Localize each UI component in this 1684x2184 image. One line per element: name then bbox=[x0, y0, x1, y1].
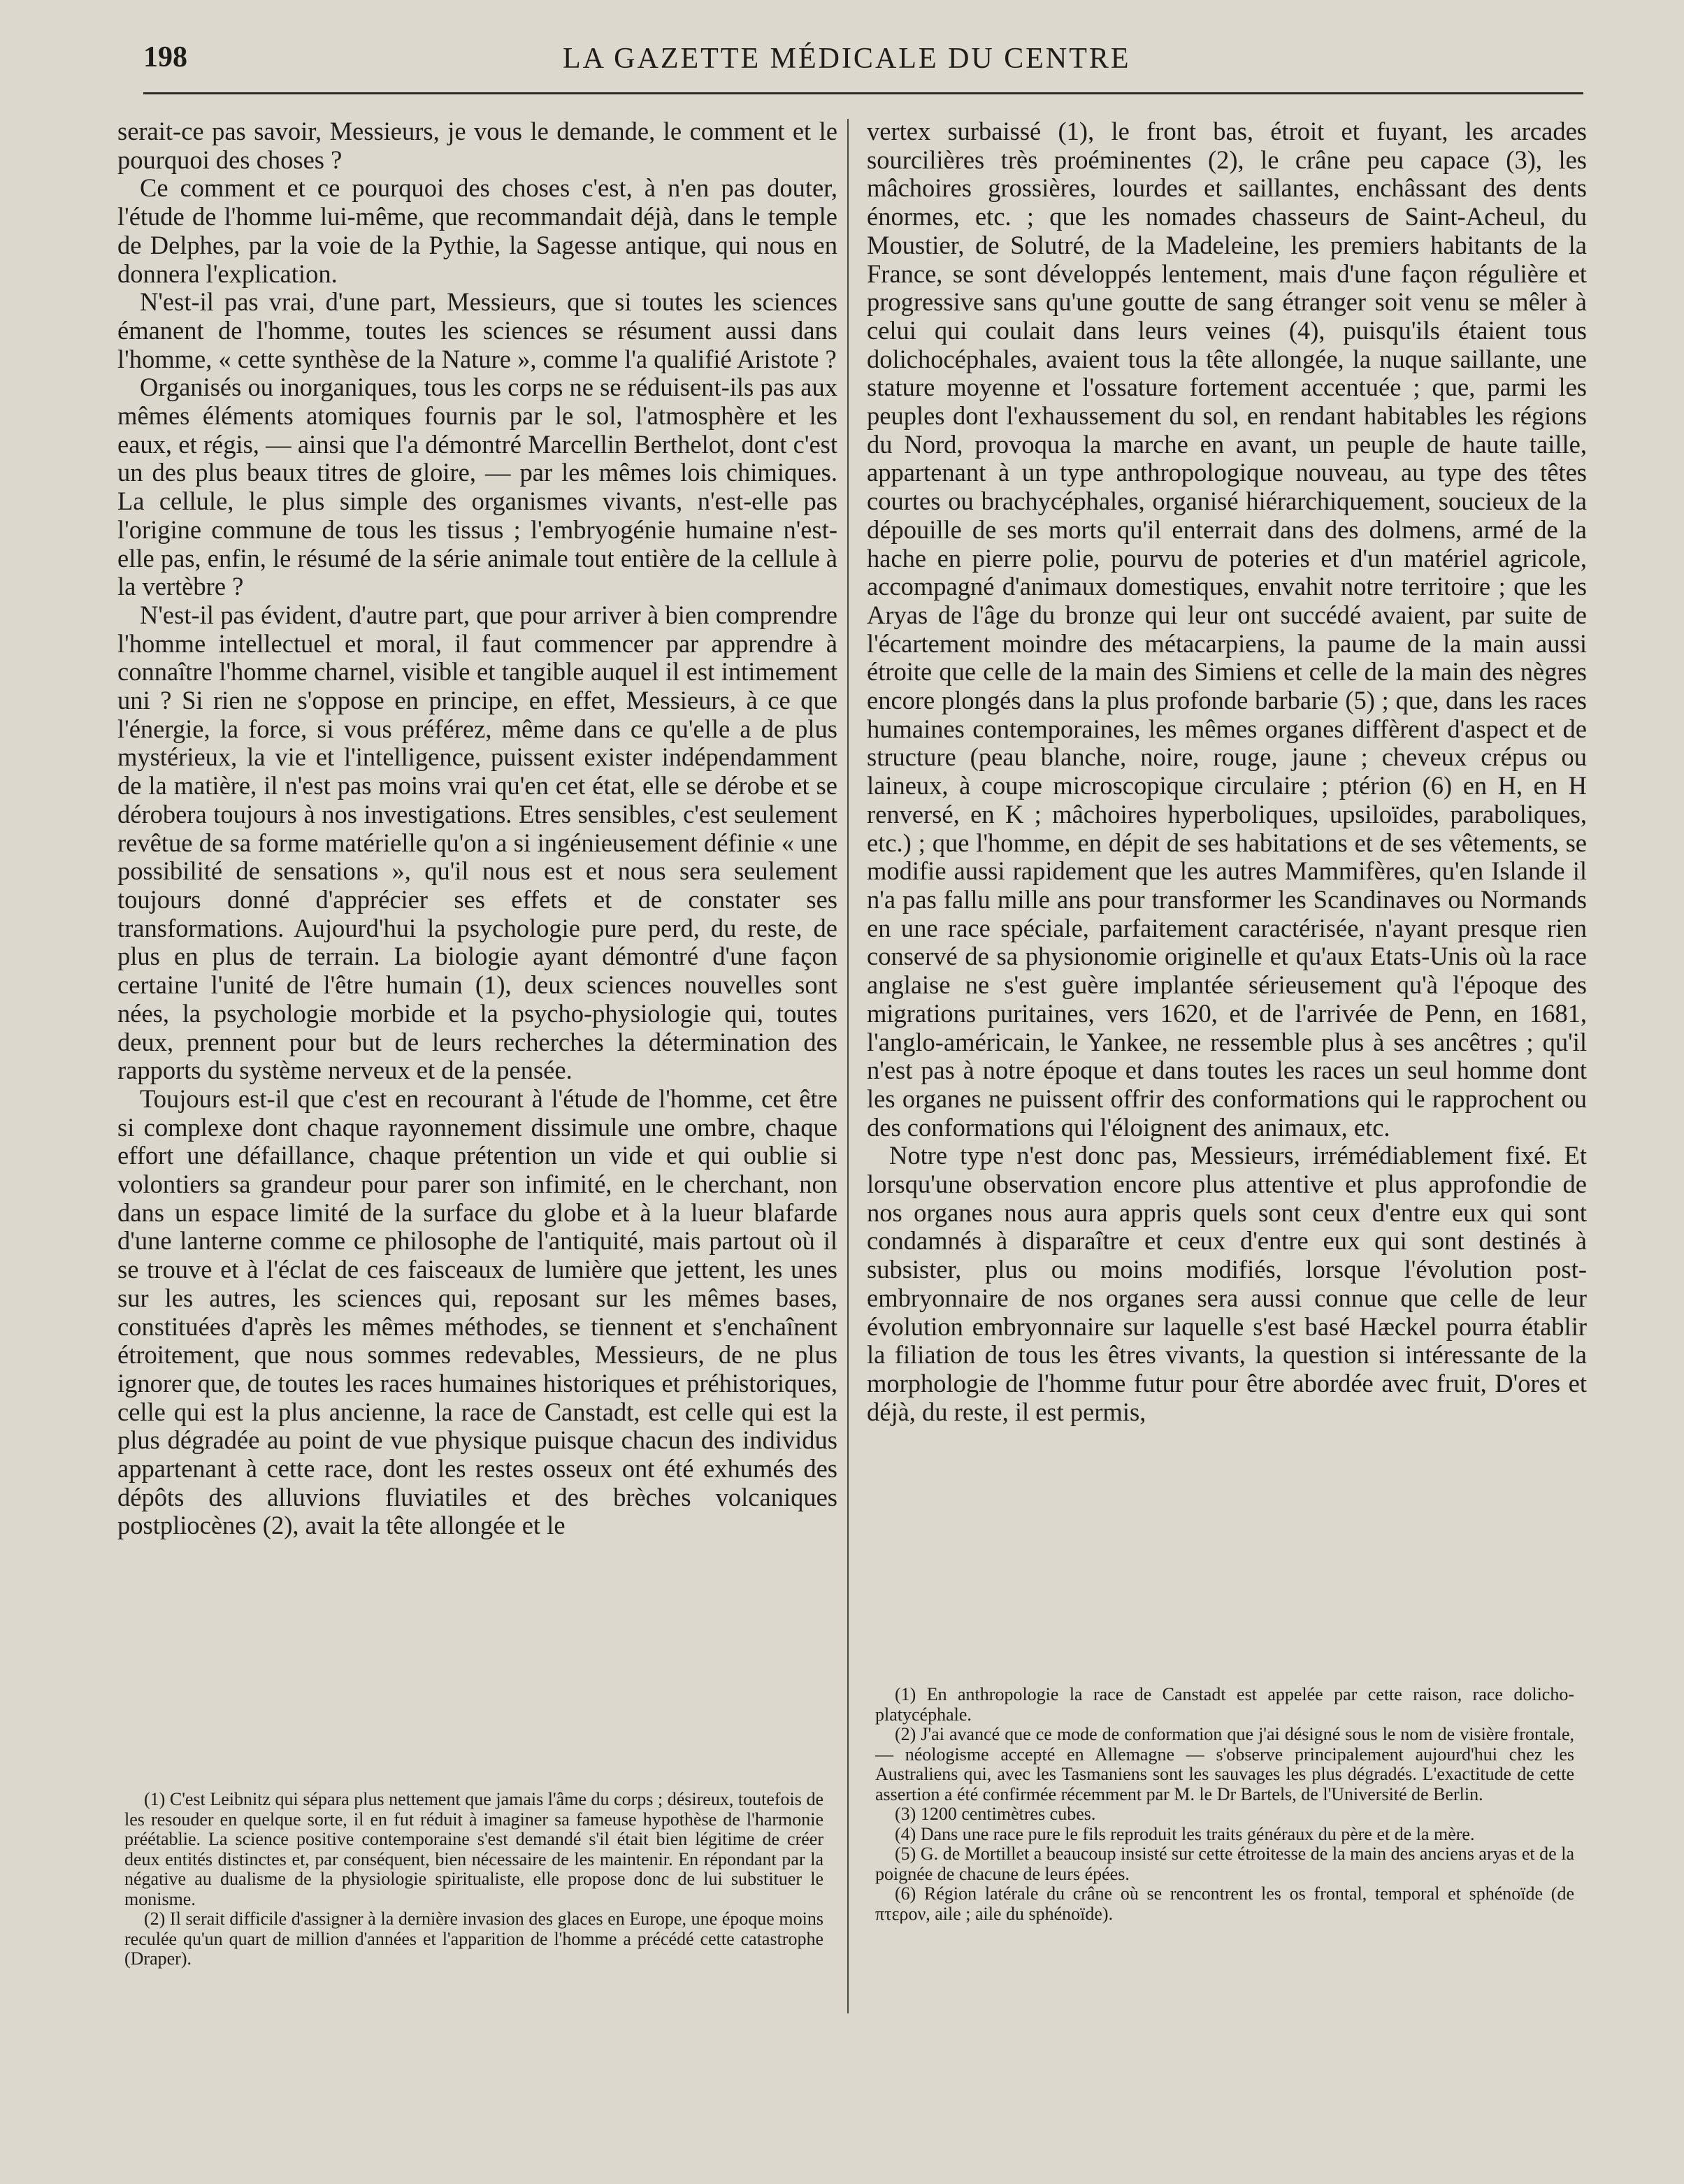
left-paragraph: serait-ce pas savoir, Messieurs, je vous le demande, le comment et le pourquoi des choses ? bbox=[117, 117, 837, 174]
footnote: (2) Il serait difficile d'assigner à la dernière invasion des glaces en Europe, une époque moins reculée qu'un quart de million d'années et l'apparition de l'homme a précédé cette catastrophe (Draper). bbox=[124, 1909, 823, 1969]
footnote: (2) J'ai avancé que ce mode de conformation que j'ai désigné sous le nom de visière frontale, — néologisme accepté en Allemagne — s'observe principalement aujourd'hui chez les Australiens qui, avec les Tasmaniens sont les sauvages les plus dégradés. L'exactitude de cette assertion a été confirmée récemment par M. le Dr Bartels, de l'Université de Berlin. bbox=[875, 1724, 1574, 1804]
left-paragraph: Ce comment et ce pourquoi des choses c'est, à n'en pas douter, l'étude de l'homme lui-même, que recommandait déjà, dans le temple de Delphes, par la voie de la Pythie, la Sagesse antique, qui nous en donnera l'explication. bbox=[117, 173, 837, 288]
footnote: (1) C'est Leibnitz qui sépara plus nettement que jamais l'âme du corps ; désireux, toutefois de les resouder en quelque sorte, il en fut réduit à imaginer sa fameuse hypothèse de l'harmonie préétablie. La science positive contemporaine s'est demandé s'il était bien légitime de créer deux entités distinctes et, par conséquent, bien nécessaire de les maintenir. En répondant par la négative au dualisme de la physiologie spiritualiste, elle propose donc de lui substituer le monisme. bbox=[124, 1789, 823, 1909]
footnote: (5) G. de Mortillet a beaucoup insisté sur cette étroitesse de la main des anciens aryas et de la poignée de chacune de leurs épées. bbox=[875, 1844, 1574, 1884]
header-rule bbox=[143, 92, 1583, 94]
footnote: (1) En anthropologie la race de Canstadt est appelée par cette raison, race dolicho-platycéphale. bbox=[875, 1684, 1574, 1725]
left-paragraph: Toujours est-il que c'est en recourant à l'étude de l'homme, cet être si complexe dont chaque rayonnement dissimule une ombre, chaque effort une défaillance, chaque prétention un vide et qui oublie si volontiers sa grandeur pour parer son infimité, en le cherchant, non dans un espace limité de la surface du globe et à la lueur blafarde d'une lanterne comme ce philosophe de l'antiquité, mais partout où il se trouve et à l'éclat de ces faisceaux de lumière que jettent, les unes sur les autres, les sciences qui, reposant sur les mêmes bases, constituées d'après les mêmes méthodes, se tiennent et s'enchaînent étroitement, que nous sommes redevables, Messieurs, de ne plus ignorer que, de toutes les races humaines historiques et préhistoriques, celle qui est la plus ancienne, la race de Canstadt, est celle qui est la plus dégradée au point de vue physique puisque chacun des individus appartenant à cette race, dont les restes osseux ont été exhumés des dépôts des alluvions fluviatiles et des brèches volcaniques postpliocènes (2), avait la tête allongée et le bbox=[117, 1084, 837, 1540]
page-header bbox=[143, 36, 1583, 85]
right-paragraph: Notre type n'est donc pas, Messieurs, irrémédiablement fixé. Et lorsqu'une observation encore plus attentive et plus approfondie de nos organes nous aura appris quels sont ceux d'entre eux qui sont condamnés à disparaître et ceux d'entre eux qui sont destinés à subsister, plus ou moins modifiés, lorsque l'évolution post-embryonnaire de nos organes sera aussi connue que celle de leur évolution embryonnaire sur laquelle s'est basé Hæckel pourra établir la filiation de tous les êtres vivants, la question si intéressante de la morphologie de l'homme futur pour être abordée avec fruit, D'ores et déjà, du reste, il est permis, bbox=[867, 1141, 1587, 1426]
right-footnotes bbox=[875, 1685, 1574, 1924]
right-paragraph: vertex surbaissé (1), le front bas, étroit et fuyant, les arcades sourcilières très proéminentes (2), le crâne peu capace (3), les mâchoires grossières, lourdes et saillantes, enchâssant des dents énormes, etc. ; que les nomades chasseurs de Saint-Acheul, du Moustier, de Solutré, de la Madeleine, les premiers habitants de la France, se sont développés lentement, mais d'une façon régulière et progressive sans qu'une goutte de sang étranger soit venu se mêler à celui qui coulait dans leurs veines (4), puisqu'ils étaient tous dolichocéphales, avaient tous la tête allongée, la nuque saillante, une stature moyenne et l'ossature fortement accentuée ; que, parmi les peuples dont l'exhaussement du sol, en rendant habitables les régions du Nord, provoqua la marche en avant, un peuple de haute taille, appartenant à un type anthropologique nouveau, au type des têtes courtes ou brachycéphales, organisé hiérarchiquement, soucieux de la dépouille de ses morts qu'il enterrait dans des dolmens, armé de la hache en pierre polie, pourvu de poteries et d'un matériel agricole, accompagné d'animaux domestiques, envahit notre territoire ; que les Aryas de l'âge du bronze qui leur ont succédé avaient, par suite de l'écartement moindre des métacarpiens, la paume de la main aussi étroite que celle de la main des Simiens et celle de la main des nègres encore plongés dans la plus profonde barbarie (5) ; que, dans les races humaines contemporaines, les mêmes organes diffèrent d'aspect et de structure (peau blanche, noire, rouge, jaune ; cheveux crépus ou laineux, à coupe microscopique circulaire ; ptérion (6) en H, en H renversé, en K ; mâchoires hyperboliques, upsiloïdes, paraboliques, etc.) ; que l'homme, en dépit de ses habitations et de ses vêtements, se modifie aussi rapidement que les autres Mammifères, qu'en Islande il n'a pas fallu mille ans pour transformer les Scandinaves ou Normands en une race spéciale, parfaitement caractérisée, n'ayant presque rien conservé de sa physionomie originelle et qu'aux Etats-Unis où la race anglaise ne s'est guère implantée sérieusement qu'à l'époque des migrations puritaines, vers 1620, et de l'arrivée de Penn, en 1681, l'anglo-américain, le Yankee, ne ressemble plus à ses ancêtres ; qu'il n'est pas à notre époque et dans toutes les races un seul homme dont les organes ne puissent offrir des conformations qui le rapprochent ou des conformations qui l'éloignent des animaux, etc. bbox=[867, 117, 1587, 1142]
column-divider bbox=[847, 119, 849, 2013]
running-title: LA GAZETTE MÉDICALE DU CENTRE bbox=[563, 43, 1131, 75]
left-paragraph: Organisés ou inorganiques, tous les corps ne se réduisent-ils pas aux mêmes éléments atomiques fournis par le sol, l'atmosphère et les eaux, et régis, — ainsi que l'a démontré Marcellin Berthelot, dont c'est un des plus beaux titres de gloire, — par les mêmes lois chimiques. La cellule, le plus simple des organismes vivants, n'est-elle pas l'origine commune de tous les tissus ; l'embryogénie humaine n'est-elle pas, enfin, le résumé de la série animale tout entière de la cellule à la vertèbre ? bbox=[117, 373, 837, 601]
footnote: (6) Région latérale du crâne où se rencontrent les os frontal, temporal et sphénoïde (de πτερον, aile ; aile du sphénoïde). bbox=[875, 1883, 1574, 1924]
left-paragraph: N'est-il pas vrai, d'une part, Messieurs, que si toutes les sciences émanent de l'homme, toutes les sciences se résument aussi dans l'homme, « cette synthèse de la Nature », comme l'a qualifié Aristote ? bbox=[117, 287, 837, 373]
left-paragraph: N'est-il pas évident, d'autre part, que pour arriver à bien comprendre l'homme intellectuel et moral, il faut commencer par apprendre à connaître l'homme charnel, visible et tangible auquel il est intimement uni ? Si rien ne s'oppose en principe, en effet, Messieurs, à ce que l'énergie, la force, si vous préférez, même dans ce qu'elle a de plus mystérieux, la vie et l'intelligence, puissent exister indépendamment de la matière, il n'est pas moins vrai qu'en cet état, elle se dérobe et se dérobera toujours à nos investigations. Etres sensibles, c'est seulement revêtue de sa forme matérielle qu'on a si ingénieusement définie « une possibilité de sensations », qu'il nous est et nous sera seulement toujours donné d'apprécier ses effets et de constater ses transformations. Aujourd'hui la psychologie pure perd, du reste, de plus en plus de terrain. La biologie ayant démontré d'une façon certaine l'unité de l'être humain (1), deux sciences nouvelles sont nées, la psychologie morbide et la psycho-physiologie qui, toutes deux, prennent pour but de leurs recherches la détermination des rapports du système nerveux et de la pensée. bbox=[117, 600, 837, 1085]
footnote: (3) 1200 centimètres cubes. bbox=[895, 1804, 1096, 1824]
left-column bbox=[117, 117, 837, 1540]
right-column bbox=[867, 117, 1587, 1426]
page-number: 198 bbox=[143, 41, 187, 73]
footnote: (4) Dans une race pure le fils reproduit les traits généraux du père et de la mère. bbox=[895, 1823, 1475, 1844]
left-footnotes bbox=[124, 1790, 823, 1969]
